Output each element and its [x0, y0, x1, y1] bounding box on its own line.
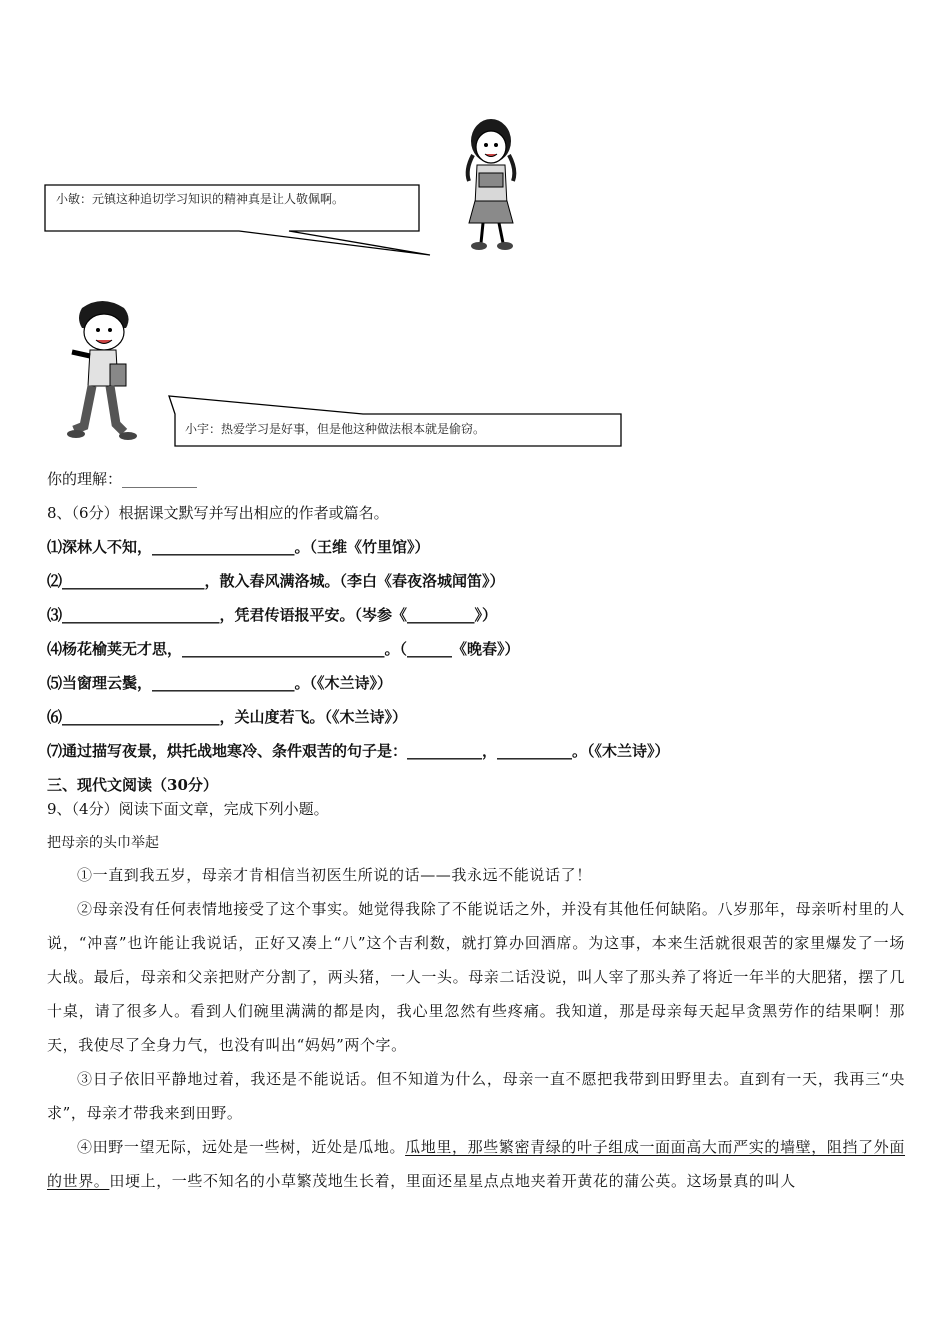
q8-heading-text: 8、（6分）根据课文默写并写出相应的作者或篇名。 — [47, 504, 389, 522]
boy-illustration — [62, 298, 147, 446]
q8-item-2: ⑵___________________，散入春风满洛城。（李白《春夜洛城闻笛》） — [47, 572, 505, 590]
paragraph-4-rest: 田埂上，一些不知名的小草繁茂地生长着，里面还星星点点地夹着开黄花的蒲公英。这场景真的叫人 — [109, 1172, 796, 1190]
xiaoyu-quote: 小宇：热爱学习是好事，但是他这种做法根本就是偷窃。 — [185, 422, 486, 436]
q8-item-6: ⑹_____________________，关山度若飞。（《木兰诗》） — [47, 708, 408, 726]
article-paragraph-4 — [47, 1130, 905, 1198]
q8-item-1: ⑴深林人不知，___________________。（王维《竹里馆》） — [47, 538, 430, 556]
girl-illustration — [455, 115, 530, 255]
article-paragraph-1: ①一直到我五岁，母亲才肯相信当初医生所说的话——我永远不能说话了！ — [77, 866, 592, 884]
article-title: 把母亲的头巾举起 — [47, 835, 159, 851]
q8-item-7: ⑺通过描写夜景，烘托战地寒冷、条件艰苦的句子是：__________，__________。（《木兰诗》） — [47, 742, 670, 760]
q8-heading — [47, 502, 389, 524]
underlined-sentence: 瓜地里，那些繁密青绿的叶子组成一面面高大而严实的墙壁，阻挡了外面的世界。 — [47, 1138, 906, 1190]
article-paragraph-3: ③日子依旧平静地过着，我还是不能说话。但不知道为什么，母亲一直不愿把我带到田野里去。直到有一天，我再三“央求”，母亲才带我来到田野。 — [47, 1070, 905, 1122]
understanding-prompt: 你的理解：__________ — [47, 470, 198, 488]
paragraph-4-start: ④田野一望无际，远处是一些树，近处是瓜地。 — [77, 1138, 406, 1156]
q9-heading: 9、（4分）阅读下面文章，完成下列小题。 — [47, 800, 329, 818]
xiaomin-quote: 小敏：元镇这种追切学习知识的精神真是让人敬佩啊。 — [56, 192, 345, 206]
article-paragraph-2: ②母亲没有任何表情地接受了这个事实。她觉得我除了不能说话之外，并没有其他任何缺陷。八岁那年，母亲听村里的人说，“冲喜”也许能让我说话，正好又凑上“八”这个吉利数，就打算办回酒席。为这事，本来生活就很艰苦的家里爆发了一场大战。最后，母亲和父亲把财产分割了，两头猪，一人一头。母亲二话没说，叫人宰了那头养了将近一年半的大肥猪，摆了几十桌，请了很多人。看到人们碗里满满的都是肉，我心里忽然有些疼痛。我知道，那是母亲每天起早贪黑劳作的结果啊！那天，我使尽了全身力气，也没有叫出“妈妈”两个字。 — [47, 900, 906, 1054]
q8-item-5: ⑸当窗理云鬓，___________________。（《木兰诗》） — [47, 674, 393, 692]
section-3-heading: 三、现代文阅读（30分） — [47, 776, 218, 794]
q8-item-3: ⑶_____________________，凭君传语报平安。（岑参《_________》） — [47, 606, 498, 624]
q8-item-4: ⑷杨花榆荚无才思，___________________________。（______《晚春》） — [47, 640, 520, 658]
